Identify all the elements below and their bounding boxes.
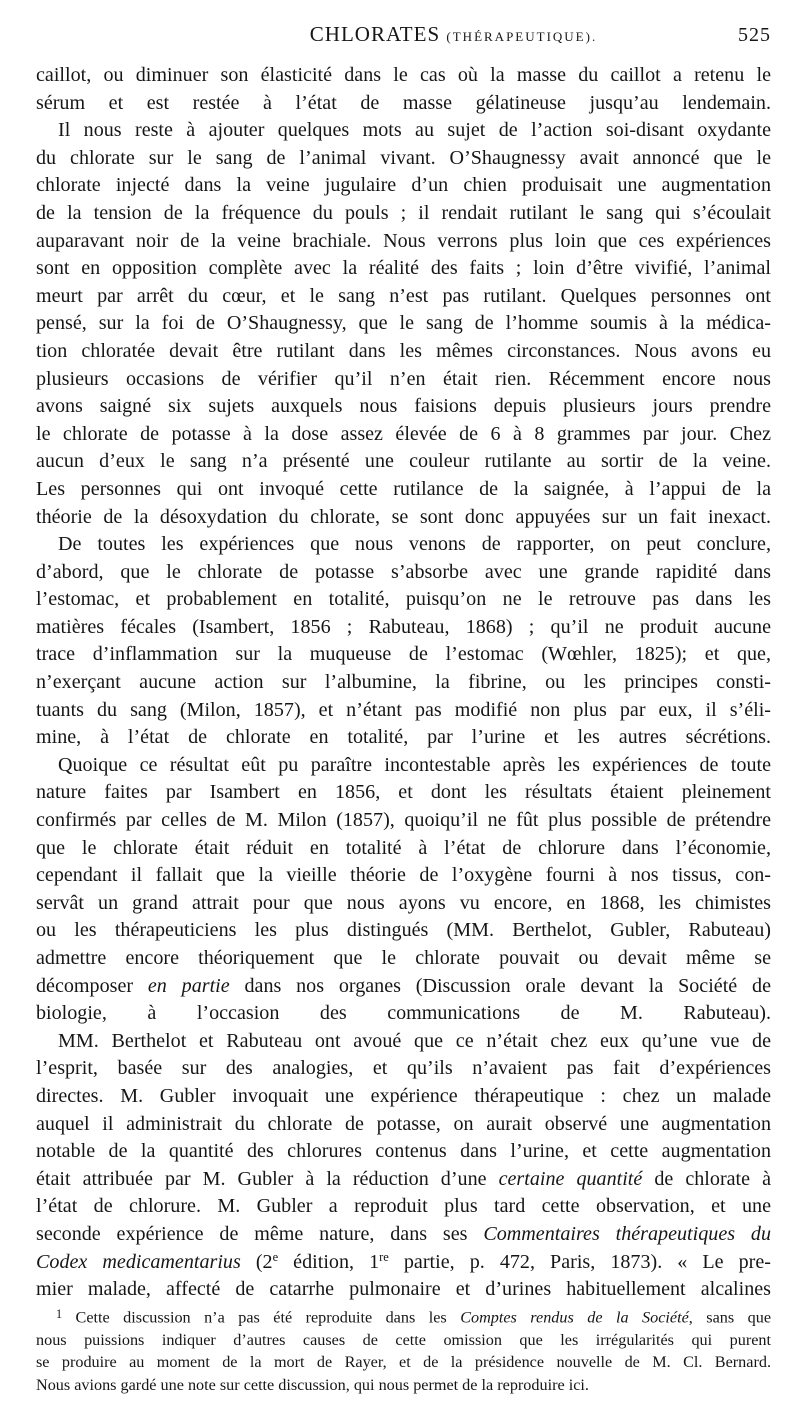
text-line: tion chloratée devait être rutilant dans les mêmes circonstances. Nous avons eu <box>36 339 771 362</box>
text-line: sérum et est restée à l’état de masse gélatineuse jusqu’au lendemain. <box>36 91 771 114</box>
page <box>36 22 771 1304</box>
text-line: chlorate injecté dans la veine jugulaire d’un chien produisait une augmentation <box>36 174 771 197</box>
footnote-line: nous puissions indiquer d’autres causes de cette omission que les irrégularités qui purent <box>36 1330 771 1349</box>
text-line: biologie, à l’occasion des communications de M. Rabuteau). <box>36 1002 771 1025</box>
text-line: De toutes les expériences que nous venons de rapporter, on peut conclure, <box>58 533 771 556</box>
text-line: auparavant noir de la veine brachiale. Nous verrons plus loin que ces expériences <box>36 229 771 252</box>
text-line: sont en opposition complète avec la réalité des faits ; loin d’être vivifié, l’animal <box>36 257 771 280</box>
text-line: mier malade, affecté de catarrhe pulmonaire et d’urines habituellement alcalines <box>36 1278 771 1301</box>
text-line: l’état de chlorure. M. Gubler a reproduit plus tard cette observation, et une <box>36 1195 771 1218</box>
text-line: théorie de la désoxydation du chlorate, se sont donc appuyées sur un fait inexact. <box>36 505 771 528</box>
text-line: matières fécales (Isambert, 1856 ; Rabuteau, 1868) ; qu’il ne produit aucune <box>36 615 771 638</box>
body-text <box>36 62 771 1304</box>
text-line: décomposer en partie dans nos organes (Discussion orale devant la Société de <box>36 974 771 997</box>
running-head <box>36 22 771 62</box>
text-line: directes. M. Gubler invoquait une expérience thérapeutique : chez un malade <box>36 1084 771 1107</box>
text-line: l’esprit, basée sur des analogies, et qu’ils n’avaient pas fait d’expériences <box>36 1057 771 1080</box>
footnote <box>36 1303 771 1396</box>
running-title-sub: (THÉRAPEUTIQUE). <box>446 29 598 44</box>
text-line: seconde expérience de même nature, dans ses Commentaires thérapeutiques du <box>36 1222 771 1245</box>
superscript: re <box>379 1249 389 1264</box>
text-line: caillot, ou diminuer son élasticité dans le cas où la masse du caillot a retenu le <box>36 64 771 86</box>
text-line: meurt par arrêt du cœur, et le sang n’est pas rutilant. Quelques personnes ont <box>36 284 771 307</box>
running-title-main: CHLORATES <box>309 22 441 46</box>
text-line: servât un grand attrait pour que nous ayons vu encore, en 1868, les chimistes <box>36 891 771 914</box>
text-line: aucun d’eux le sang n’a présenté une couleur rutilante au sortir de la veine. <box>36 450 771 473</box>
text-line: nature faites par Isambert en 1856, et dont les résultats étaient pleinement <box>36 781 771 804</box>
footnote-line: $^1$ Cette discussion n’a pas été reproduite dans les Comptes rendus de la Société, sans que <box>56 1307 772 1327</box>
text-line: admettre encore théoriquement que le chlorate pouvait ou devait même se <box>36 947 771 969</box>
page-number: 525 <box>738 24 771 46</box>
footnote-line: se produire au moment de la mort de Rayer, et de la présidence nouvelle de M. Cl. Bernard. <box>36 1353 771 1372</box>
footnote-line: Nous avions gardé une note sur cette discussion, qui nous permet de la reproduire ici. <box>36 1375 589 1394</box>
text-line: avons saigné six sujets auxquels nous faisions depuis plusieurs jours prendre <box>36 395 771 418</box>
text-line: Les personnes qui ont invoqué cette rutilance de la saignée, à l’appui de la <box>36 477 771 500</box>
text-line: le chlorate de potasse à la dose assez élevée de 6 à 8 grammes par jour. Chez <box>36 422 771 445</box>
text-line: pensé, sur la foi de O’Shaugnessy, que le sang de l’homme soumis à la médica- <box>36 312 771 335</box>
text-line: trace d’inflammation sur la muqueuse de l’estomac (Wœhler, 1825); et que, <box>36 643 771 666</box>
running-title <box>36 22 731 47</box>
text-line: était attribuée par M. Gubler à la réduction d’une certaine quantité de chlorate à <box>36 1167 772 1190</box>
text-line: cependant il fallait que la vieille théorie de l’oxygène fourni à nos tissus, con- <box>36 864 771 887</box>
text-line: auquel il administrait du chlorate de potasse, on aurait observé une augmentation <box>36 1112 771 1135</box>
superscript: e <box>272 1249 279 1264</box>
text-line: MM. Berthelot et Rabuteau ont avoué que ce n’était chez eux qu’une vue de <box>58 1029 771 1052</box>
text-line: l’estomac, et probablement en totalité, puisqu’on ne le retrouve pas dans les <box>36 588 771 611</box>
text-line: notable de la quantité des chlorures contenus dans l’urine, et cette augmentation <box>36 1140 771 1163</box>
text-line: mine, à l’état de chlorate en totalité, par l’urine et les autres sécrétions. <box>36 726 771 749</box>
text-line: du chlorate sur le sang de l’animal vivant. O’Shaugnessy avait annoncé que le <box>36 146 771 169</box>
text-line: d’abord, que le chlorate de potasse s’absorbe avec une grande rapidité dans <box>36 560 771 583</box>
text-line: que le chlorate était réduit en totalité à l’état de chlorure dans l’économie, <box>36 836 771 859</box>
text-line: Codex medicamentarius (2e édition, 1re partie, p. 472, Paris, 1873). « Le pre- <box>36 1249 771 1273</box>
text-line: Il nous reste à ajouter quelques mots au sujet de l’action soi-disant oxydante <box>58 119 771 142</box>
footnote-marker: 1 <box>56 1307 63 1321</box>
text-line: ou les thérapeuticiens les plus distingués (MM. Berthelot, Gubler, Rabuteau) <box>36 919 771 942</box>
text-line: Quoique ce résultat eût pu paraître incontestable après les expériences de toute <box>58 753 771 776</box>
text-line: n’exerçant aucune action sur l’albumine, la fibrine, ou les principes consti- <box>36 671 771 694</box>
text-line: de la tension de la fréquence du pouls ; il rendait rutilant le sang qui s’écoulait <box>36 201 771 224</box>
text-line: confirmés par celles de M. Milon (1857), quoiqu’il ne fût plus possible de prétendre <box>36 809 771 832</box>
text-line: plusieurs occasions de vérifier qu’il n’en était rien. Récemment encore nous <box>36 367 771 390</box>
text-line: tuants du sang (Milon, 1857), et n’étant pas modifié non plus par eux, il s’éli- <box>36 698 771 721</box>
